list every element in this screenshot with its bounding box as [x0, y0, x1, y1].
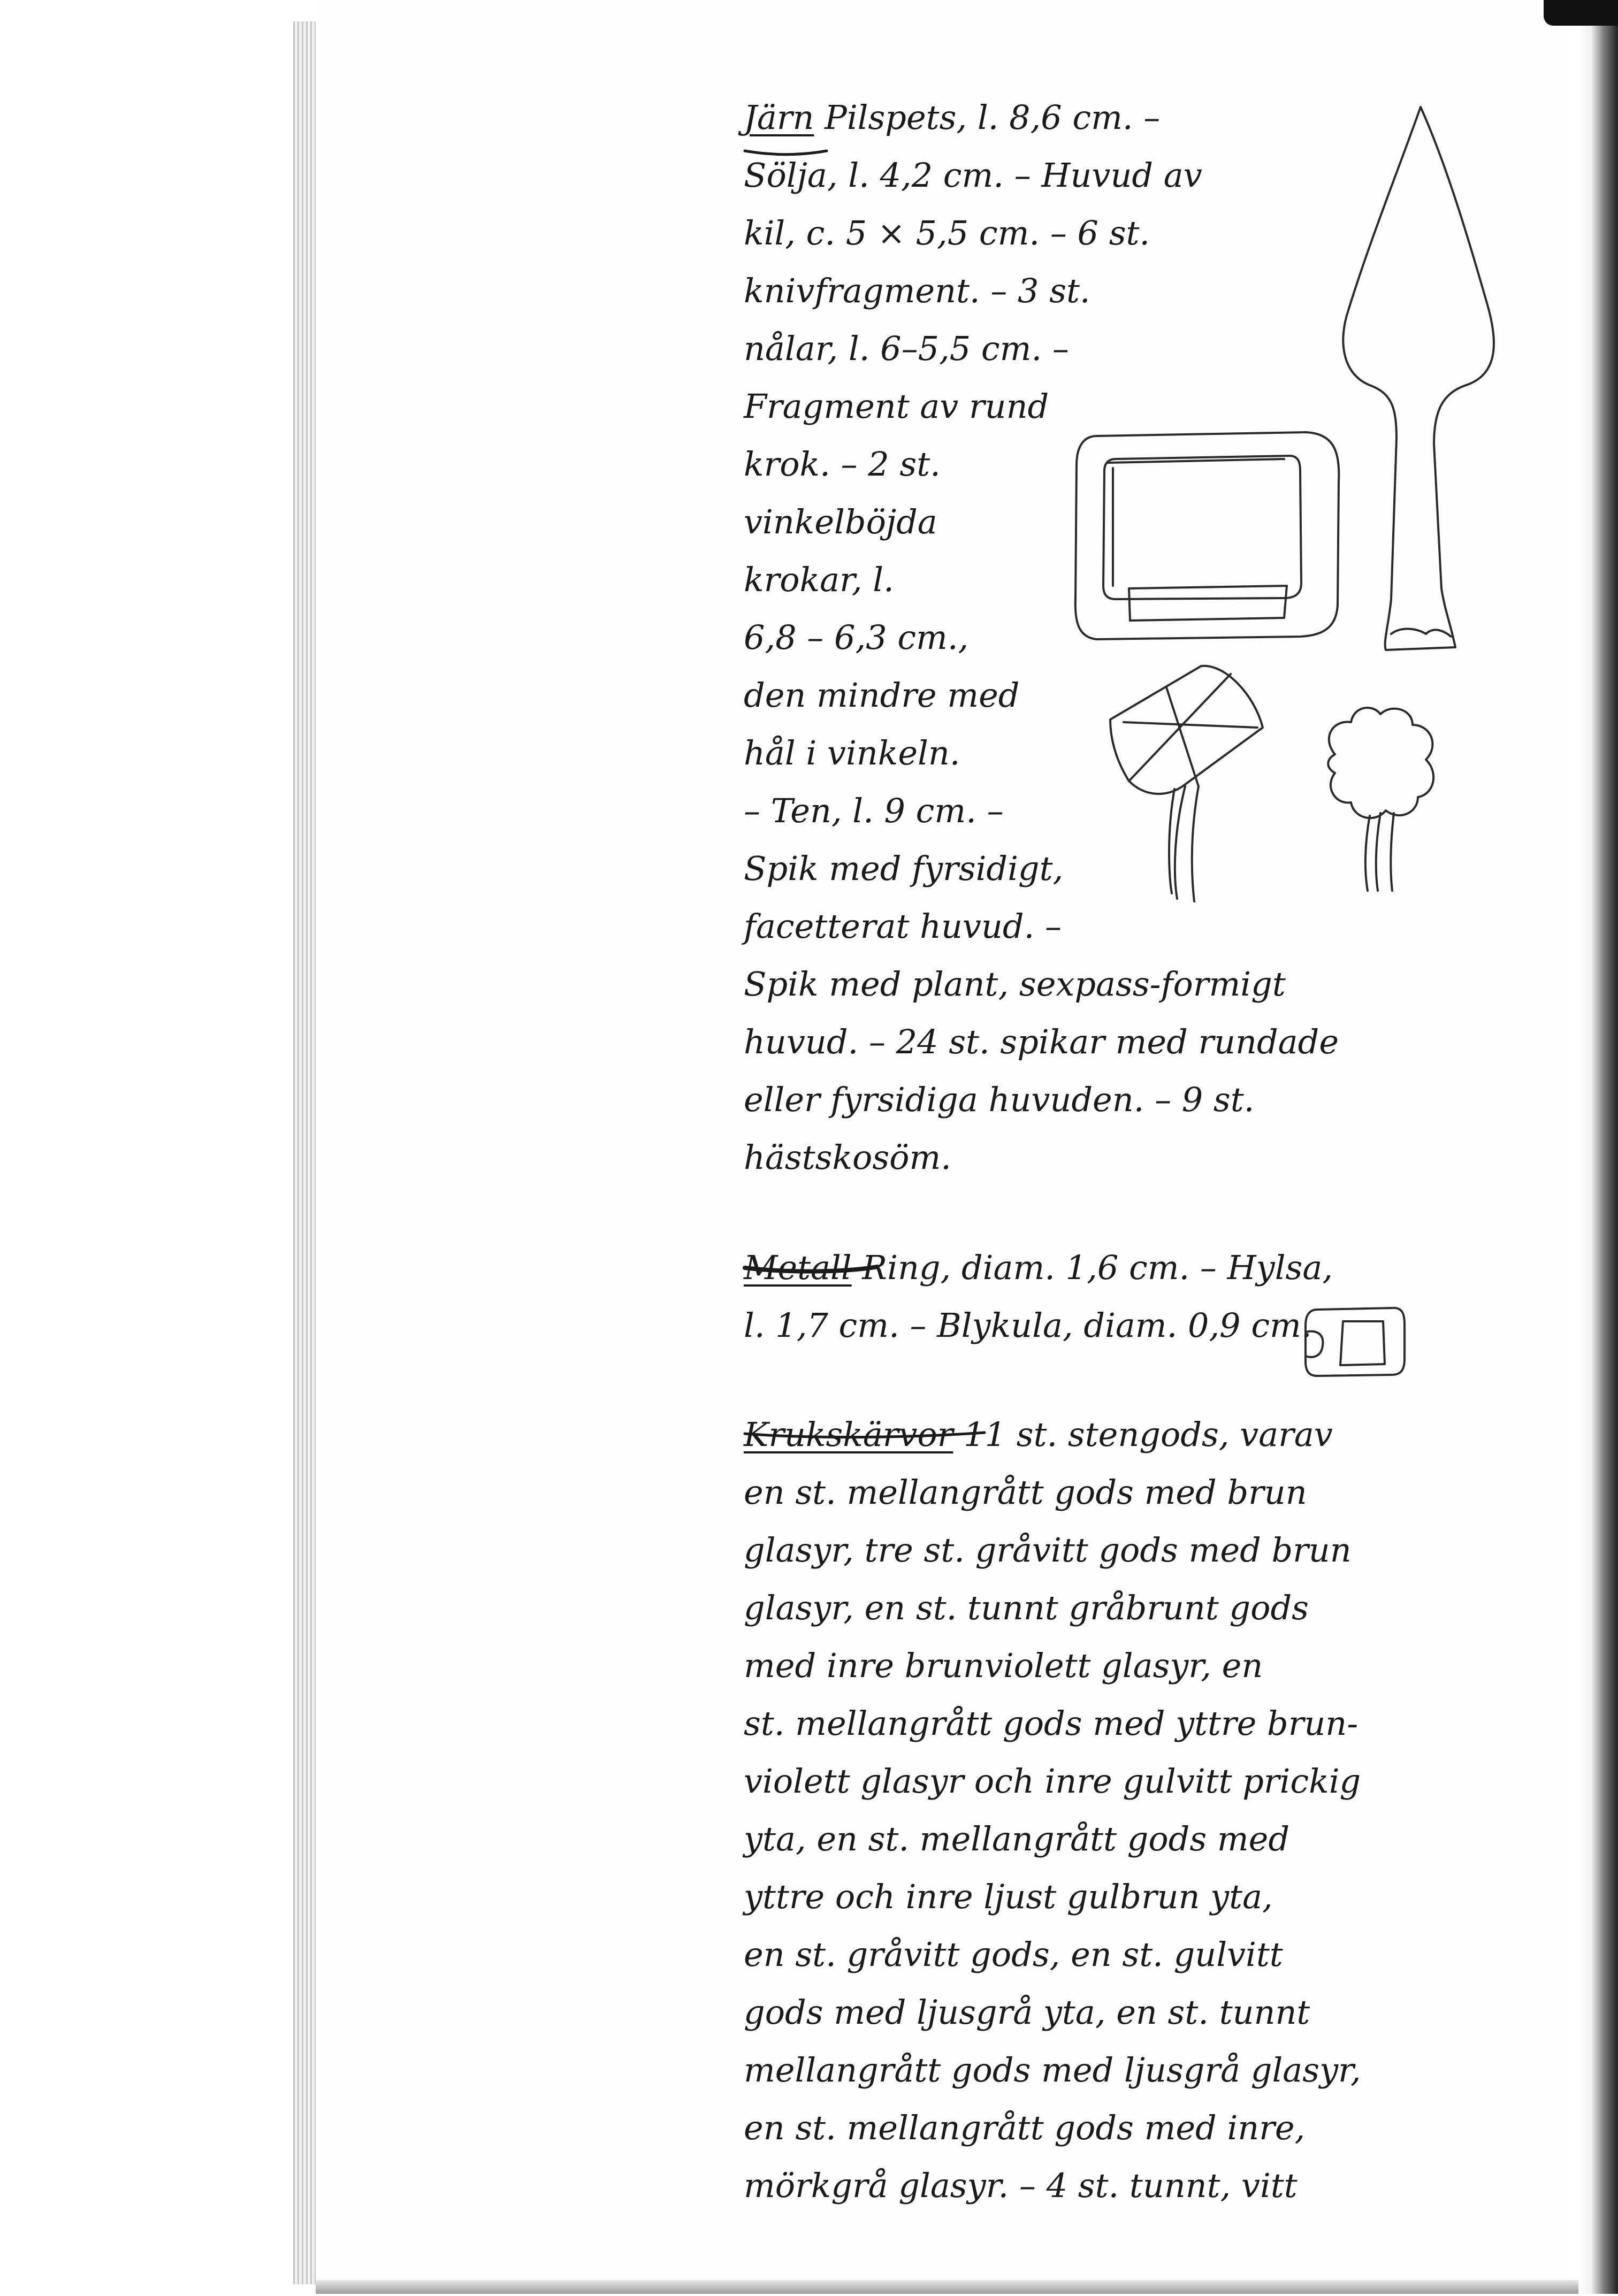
text-line: Sölja, l. 4,2 cm. – Huvud av	[744, 156, 1202, 195]
text-line: glasyr, en st. tunnt gråbrunt gods	[744, 1588, 1309, 1627]
text-line: Spik med plant, sexpass-formigt	[744, 965, 1286, 1004]
text-line: st. mellangrått gods med yttre brun-	[744, 1704, 1358, 1743]
text-line: en st. gråvitt gods, en st. gulvitt	[744, 1935, 1283, 1974]
section-label-jarn: Järn	[744, 98, 814, 137]
text-line: vinkelböjda	[744, 502, 937, 541]
text-line: Spik med fyrsidigt,	[744, 849, 1064, 888]
text-line: nålar, l. 6–5,5 cm. –	[744, 329, 1069, 368]
text-line: mörkgrå glasyr. – 4 st. tunnt, vitt	[744, 2166, 1298, 2205]
text-line: 6,8 – 6,3 cm.,	[744, 618, 969, 657]
text-line: eller fyrsidiga huvuden. – 9 st.	[744, 1080, 1255, 1119]
text-line: glasyr, tre st. gråvitt gods med brun	[744, 1530, 1352, 1570]
text-line: knivfragment. – 3 st.	[744, 271, 1090, 310]
text-line: hästskosöm.	[744, 1138, 951, 1177]
text-line: gods med ljusgrå yta, en st. tunnt	[744, 1993, 1310, 2032]
faceted-nail-icon	[1110, 666, 1263, 901]
text-line-content: Ring, diam. 1,6 cm. – Hylsa,	[851, 1248, 1333, 1287]
text-line: den mindre med	[744, 676, 1020, 715]
text-line: mellangrått gods med ljusgrå glasyr,	[744, 2050, 1361, 2090]
section-label-krukskarvor: Krukskärvor	[744, 1415, 953, 1454]
sexfoil-nail-icon	[1328, 708, 1433, 891]
arrowhead-icon	[1343, 107, 1494, 650]
text-line: krokar, l.	[744, 560, 894, 599]
text-line-content: 11 st. stengods, varav	[953, 1415, 1333, 1454]
text-line: violett glasyr och inre gulvitt prickig	[744, 1762, 1361, 1801]
text-line: yta, en st. mellangrått gods med	[744, 1819, 1290, 1858]
text-line: en st. mellangrått gods med inre,	[744, 2108, 1306, 2147]
text-line: huvud. – 24 st. spikar med rundade	[744, 1022, 1339, 1061]
text-line: hål i vinkeln.	[744, 733, 960, 772]
text-line: Fragment av rund	[744, 387, 1049, 426]
text-line: yttre och inre ljust gulbrun yta,	[744, 1877, 1273, 1916]
text-line: krok. – 2 st.	[744, 445, 941, 484]
text-line: med inre brunviolett glasyr, en	[744, 1646, 1263, 1685]
text-line: facetterat huvud. –	[744, 907, 1062, 946]
text-line: en st. mellangrått gods med brun	[744, 1473, 1307, 1512]
text-line: l. 1,7 cm. – Blykula, diam. 0,9 cm.	[744, 1306, 1312, 1345]
section-label-metall: Metall	[744, 1248, 852, 1287]
text-line-content: Pilspets, l. 8,6 cm. –	[814, 98, 1161, 137]
text-line: kil, c. 5 × 5,5 cm. – 6 st.	[744, 213, 1150, 252]
text-line: – Ten, l. 9 cm. –	[744, 791, 1004, 830]
buckle-icon	[1075, 432, 1339, 639]
small-sleeve-icon	[1306, 1308, 1405, 1376]
